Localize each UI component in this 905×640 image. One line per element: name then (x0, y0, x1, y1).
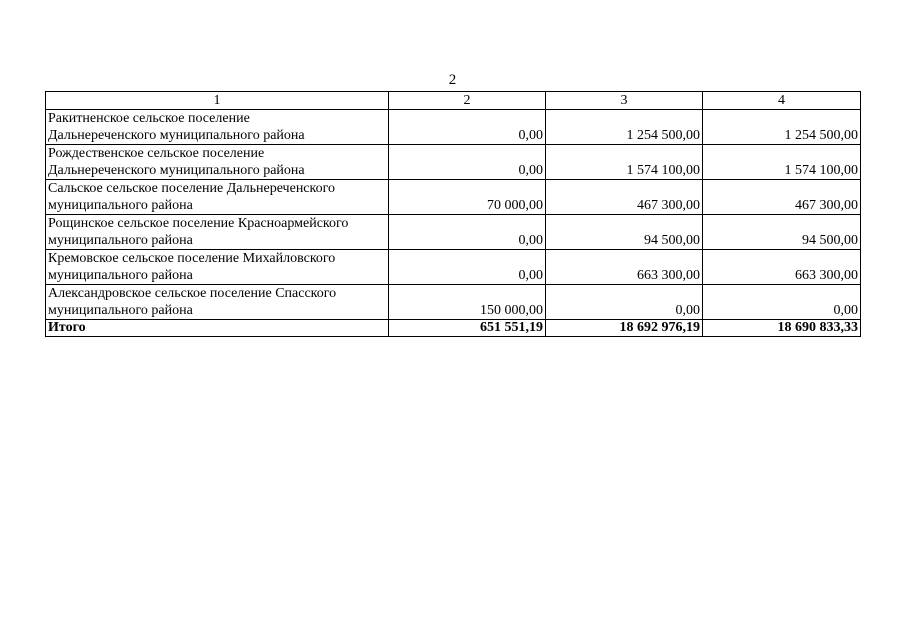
name-line-2: муниципального района (48, 268, 193, 283)
settlement-name (46, 250, 389, 285)
total-col-2: 651 551,19 (389, 320, 546, 337)
table-row (46, 250, 861, 285)
total-row (46, 320, 861, 337)
name-line-1: Сальское сельское поселение Дальнереченского (48, 181, 336, 196)
settlement-name (46, 215, 389, 250)
total-col-4: 18 690 833,33 (703, 320, 861, 337)
value-col-4: 1 254 500,00 (703, 110, 861, 145)
name-line-1: Ракитненское сельское поселение (48, 111, 250, 126)
value-col-3: 663 300,00 (546, 250, 703, 285)
name-line-2: муниципального района (48, 233, 193, 248)
settlement-name (46, 285, 389, 320)
value-col-4: 467 300,00 (703, 180, 861, 215)
header-col-3: 3 (546, 92, 703, 110)
page-number: 2 (448, 72, 457, 88)
value-col-2: 0,00 (389, 250, 546, 285)
name-line-2: Дальнереченского муниципального района (48, 128, 305, 143)
value-col-2: 0,00 (389, 145, 546, 180)
table-row (46, 110, 861, 145)
table-row (46, 180, 861, 215)
name-line-2: Дальнереченского муниципального района (48, 163, 305, 178)
value-col-3: 1 574 100,00 (546, 145, 703, 180)
value-col-4: 663 300,00 (703, 250, 861, 285)
header-col-2: 2 (389, 92, 546, 110)
header-row (46, 92, 861, 110)
value-col-4: 94 500,00 (703, 215, 861, 250)
settlement-name (46, 145, 389, 180)
value-col-3: 0,00 (546, 285, 703, 320)
settlement-name (46, 180, 389, 215)
value-col-2: 0,00 (389, 110, 546, 145)
name-line-1: Рощинское сельское поселение Красноармейского (48, 216, 349, 231)
value-col-2: 150 000,00 (389, 285, 546, 320)
value-col-3: 1 254 500,00 (546, 110, 703, 145)
value-col-2: 70 000,00 (389, 180, 546, 215)
total-label: Итого (46, 320, 389, 337)
value-col-3: 94 500,00 (546, 215, 703, 250)
name-line-1: Александровское сельское поселение Спасского (48, 286, 337, 301)
name-line-2: муниципального района (48, 303, 193, 318)
value-col-2: 0,00 (389, 215, 546, 250)
name-line-1: Кремовское сельское поселение Михайловского (48, 251, 336, 266)
settlement-name (46, 110, 389, 145)
total-col-3: 18 692 976,19 (546, 320, 703, 337)
value-col-3: 467 300,00 (546, 180, 703, 215)
table-row (46, 285, 861, 320)
data-table (45, 91, 861, 337)
name-line-2: муниципального района (48, 198, 193, 213)
header-col-1: 1 (46, 92, 389, 110)
value-col-4: 0,00 (703, 285, 861, 320)
value-col-4: 1 574 100,00 (703, 145, 861, 180)
header-col-4: 4 (703, 92, 861, 110)
name-line-1: Рождественское сельское поселение (48, 146, 265, 161)
table-row (46, 215, 861, 250)
table-row (46, 145, 861, 180)
